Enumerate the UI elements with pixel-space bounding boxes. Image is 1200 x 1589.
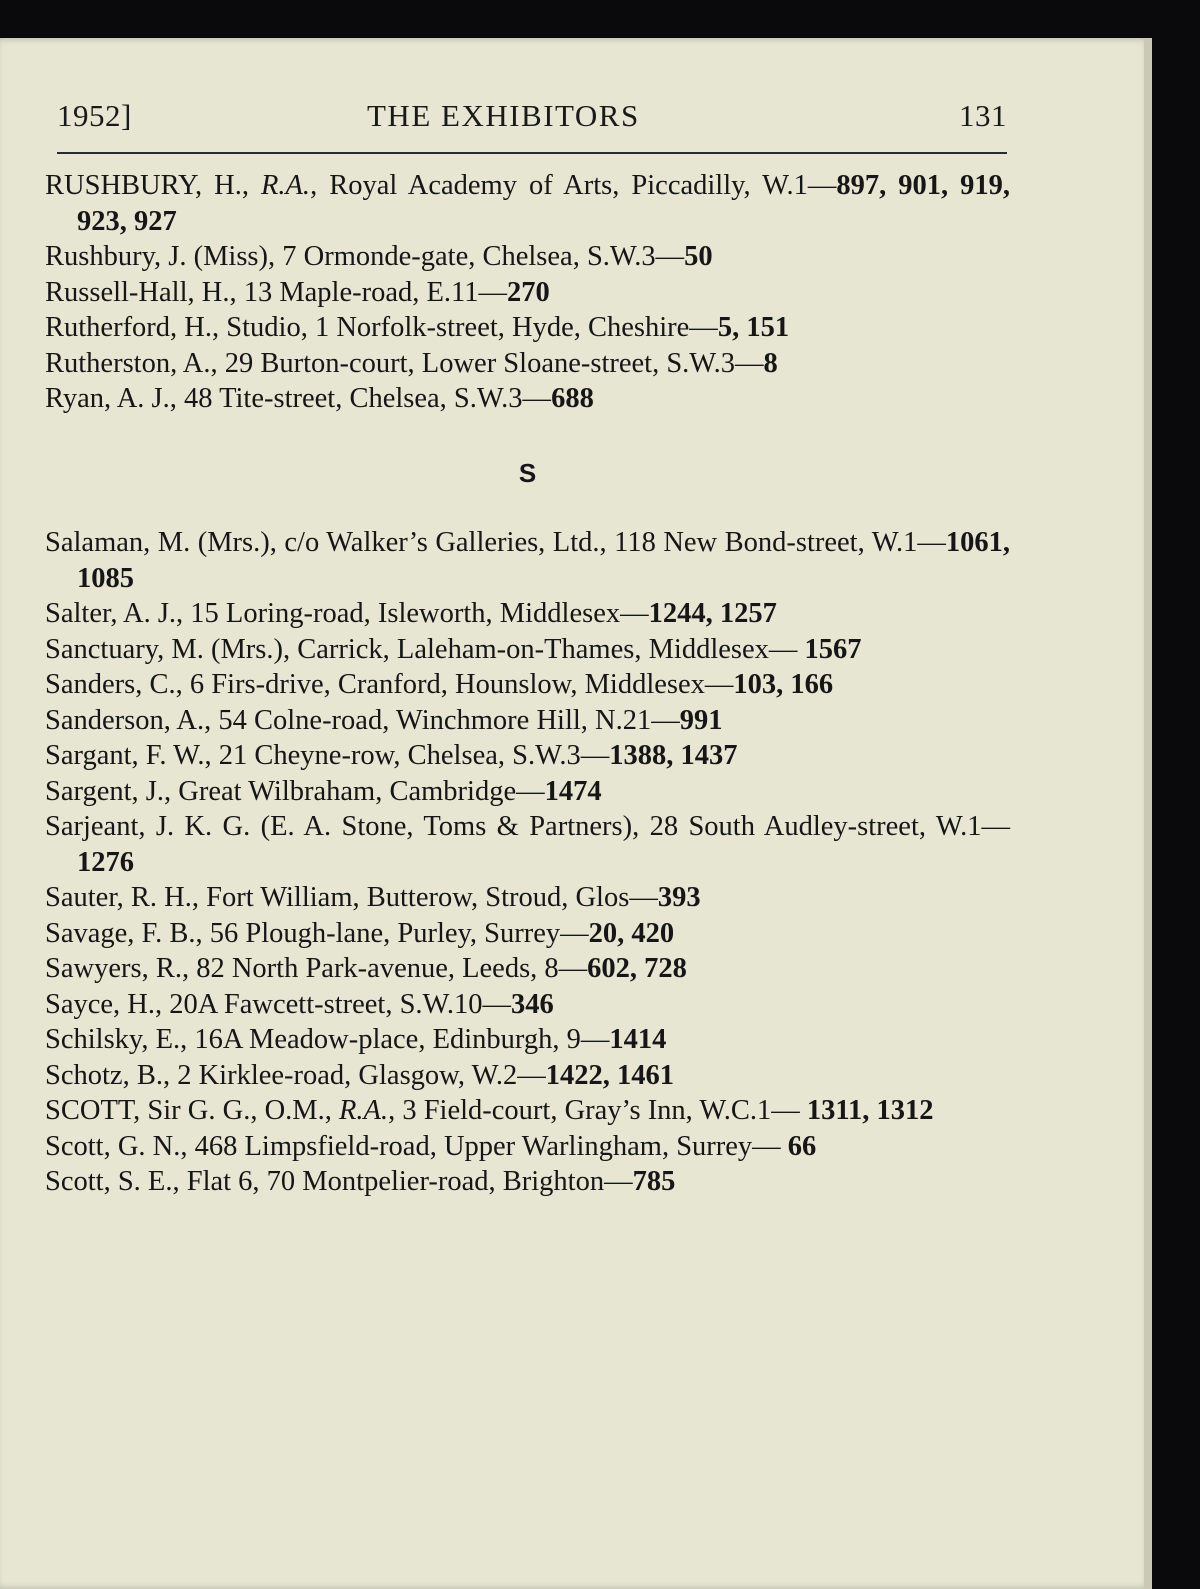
exhibitor-entry	[45, 346, 1010, 382]
exhibitor-text: Savage, F. B., 56 Plough-lane, Purley, Surrey—	[45, 917, 589, 949]
exhibitor-text: Sanders, C., 6 Firs-drive, Cranford, Hounslow, Middlesex—	[45, 669, 734, 700]
exhibitor-text: Sanderson, A., 54 Colne-road, Winchmore Hill, N.21—	[45, 704, 680, 736]
exhibitor-entry	[45, 951, 1010, 987]
catalogue-numbers: 602, 728	[587, 953, 687, 984]
exhibitor-entry	[45, 1129, 1010, 1165]
exhibitor-address: , 3 Field-court, Gray’s Inn, W.C.1—	[388, 1095, 807, 1126]
exhibitor-text: Ryan, A. J., 48 Tite-street, Chelsea, S.W.3—	[45, 383, 552, 414]
catalogue-numbers: 1388, 1437	[609, 740, 738, 771]
exhibitor-text: Russell-Hall, H., 13 Maple-road, E.11—	[45, 276, 507, 308]
header-year: 1952]	[57, 98, 132, 133]
exhibitor-text: SCOTT, Sir G. G., O.M.,	[45, 1095, 339, 1126]
catalogue-numbers: 1414	[609, 1024, 667, 1055]
catalogue-numbers: 1276	[77, 846, 134, 878]
exhibitor-entry	[45, 525, 1010, 596]
exhibitor-text: Sayce, H., 20A Fawcett-street, S.W.10—	[45, 988, 511, 1020]
catalogue-numbers: 897, 901, 919, 923, 927	[77, 170, 1011, 237]
exhibitor-text: Sargent, J., Great Wilbraham, Cambridge—	[45, 775, 545, 807]
exhibitor-text: Salter, A. J., 15 Loring-road, Isleworth, Middlesex—	[45, 598, 649, 629]
catalogue-numbers: 1311, 1312	[806, 1095, 934, 1126]
page-edge	[1144, 38, 1152, 1589]
catalogue-numbers: 393	[657, 882, 701, 913]
catalogue-numbers: 1474	[544, 775, 602, 807]
exhibitor-entry	[45, 880, 1010, 916]
exhibitor-entry	[45, 381, 1010, 417]
exhibitor-text: RUSHBURY, H.,	[45, 170, 261, 201]
exhibitor-entry	[45, 1058, 1010, 1094]
catalogue-numbers: 1244, 1257	[648, 598, 777, 629]
exhibitor-entry	[45, 310, 1010, 346]
catalogue-numbers: 270	[506, 276, 550, 308]
exhibitor-entry	[45, 1022, 1010, 1058]
catalogue-numbers: 50	[684, 241, 713, 272]
catalogue-numbers: 346	[510, 988, 554, 1020]
exhibitor-entry	[45, 1093, 1010, 1129]
exhibitor-entry	[45, 987, 1010, 1023]
exhibitor-text: Schilsky, E., 16A Meadow-place, Edinburgh, 9—	[45, 1024, 610, 1055]
page-number: 131	[959, 98, 1007, 133]
exhibitor-address: , Royal Academy of Arts, Piccadilly, W.1—	[310, 170, 837, 201]
catalogue-numbers: 1061, 1085	[77, 527, 1010, 594]
catalogue-numbers: 1422, 1461	[545, 1059, 675, 1091]
exhibitor-text: Sanctuary, M. (Mrs.), Carrick, Laleham-on-Thames, Middlesex—	[45, 633, 805, 665]
exhibitor-list	[45, 168, 1010, 1200]
exhibitor-text: Sargant, F. W., 21 Cheyne-row, Chelsea, S.W.3—	[45, 740, 610, 771]
exhibitor-text: Rushbury, J. (Miss), 7 Ormonde-gate, Chelsea, S.W.3—	[45, 241, 685, 272]
header-rule	[57, 152, 1007, 154]
catalogue-numbers: 1567	[804, 633, 862, 665]
exhibitor-text: Scott, S. E., Flat 6, 70 Montpelier-road, Brighton—	[45, 1166, 633, 1197]
exhibitor-entry	[45, 809, 1010, 880]
section-letter: S	[518, 457, 537, 488]
catalogue-numbers: 785	[632, 1166, 676, 1197]
exhibitor-entry	[45, 703, 1010, 739]
exhibitor-text: Salaman, M. (Mrs.), c/o Walker’s Galleries, Ltd., 118 New Bond-street, W.1—	[45, 527, 946, 558]
exhibitor-text: Scott, G. N., 468 Limpsfield-road, Upper Warlingham, Surrey—	[45, 1130, 788, 1162]
exhibitor-entry	[45, 1164, 1010, 1200]
exhibitor-text: Rutherford, H., Studio, 1 Norfolk-street, Hyde, Cheshire—	[45, 312, 718, 343]
exhibitor-entry	[45, 239, 1010, 275]
exhibitor-entry	[45, 632, 1010, 668]
catalogue-numbers: 688	[551, 383, 594, 414]
running-header	[57, 98, 1007, 138]
catalogue-numbers: 8	[763, 347, 778, 379]
exhibitor-group-s	[45, 525, 1010, 1200]
catalogue-numbers: 20, 420	[588, 917, 675, 949]
exhibitor-entry	[45, 774, 1010, 810]
exhibitor-entry	[45, 596, 1010, 632]
catalogue-numbers: 991	[679, 704, 723, 736]
catalogue-numbers: 5, 151	[717, 312, 790, 343]
exhibitor-title: R.A.	[339, 1095, 389, 1126]
exhibitor-text: Sauter, R. H., Fort William, Butterow, Stroud, Glos—	[45, 882, 658, 913]
exhibitor-title: R.A.	[260, 170, 311, 201]
catalogue-numbers: 103, 166	[733, 669, 834, 700]
exhibitor-group-r	[45, 168, 1010, 417]
exhibitor-text: Schotz, B., 2 Kirklee-road, Glasgow, W.2—	[45, 1059, 546, 1091]
exhibitor-text: Sarjeant, J. K. G. (E. A. Stone, Toms & Partners), 28 South Audley-street, W.1—	[45, 811, 1010, 842]
catalogue-numbers: 66	[787, 1130, 817, 1162]
exhibitor-entry	[45, 168, 1010, 239]
exhibitor-entry	[45, 667, 1010, 703]
exhibitor-entry	[45, 916, 1010, 952]
header-title: THE EXHIBITORS	[367, 98, 640, 133]
exhibitor-text: Rutherston, A., 29 Burton-court, Lower Sloane-street, S.W.3—	[45, 347, 764, 379]
exhibitor-entry	[45, 275, 1010, 311]
exhibitor-entry	[45, 738, 1010, 774]
exhibitor-text: Sawyers, R., 82 North Park-avenue, Leeds, 8—	[45, 953, 588, 984]
